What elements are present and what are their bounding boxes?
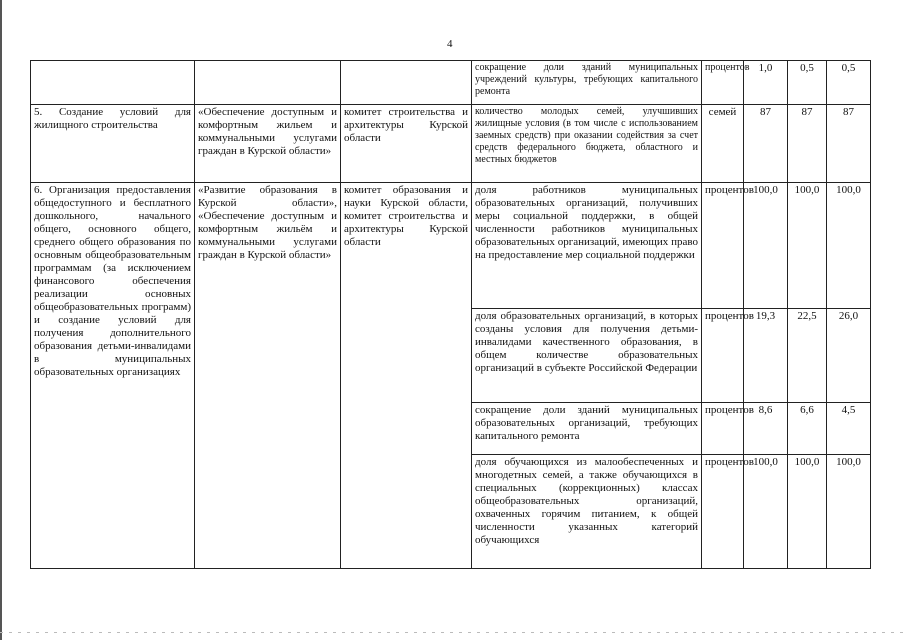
value-cell: 1,0: [744, 61, 788, 105]
indicator-cell: сокращение доли зданий муниципальных учреждений культуры, требующих капитального ремонта: [472, 61, 702, 105]
page-edge-line: [0, 0, 2, 640]
value-cell: 100,0: [788, 183, 827, 309]
value-cell: 22,5: [788, 309, 827, 403]
unit-cell: процентов: [702, 61, 744, 105]
value-cell: 100,0: [744, 183, 788, 309]
executor-cell: комитет строительства и архитектуры Курской области: [341, 105, 472, 183]
program-cell: 5. Создание условий для жилищного строительства: [31, 105, 195, 183]
value-cell: 4,5: [827, 403, 871, 455]
indicator-cell: доля обучающихся из малообеспеченных и многодетных семей, а также обучающихся в специальных (коррекционных) классах общеобразовательных организаций, охваченных горячим питанием, к общей численности указанных категорий обучающихся: [472, 455, 702, 569]
unit-cell: процентов: [702, 403, 744, 455]
value-cell: 87: [744, 105, 788, 183]
unit-cell: процентов: [702, 183, 744, 309]
value-cell: 6,6: [788, 403, 827, 455]
unit-cell: процентов: [702, 309, 744, 403]
page-number: 4: [447, 38, 453, 50]
table-row: [31, 183, 871, 309]
value-cell: 100,0: [788, 455, 827, 569]
value-cell: 100,0: [827, 455, 871, 569]
value-cell: 19,3: [744, 309, 788, 403]
executor-cell: [341, 61, 472, 105]
value-cell: 0,5: [788, 61, 827, 105]
unit-cell: процентов: [702, 455, 744, 569]
value-cell: 26,0: [827, 309, 871, 403]
value-cell: 87: [788, 105, 827, 183]
value-cell: 87: [827, 105, 871, 183]
program-cell: [31, 61, 195, 105]
value-cell: 0,5: [827, 61, 871, 105]
state-program-cell: «Обеспечение доступным и комфортным жильем и коммунальными услугами граждан в Курской области»: [195, 105, 341, 183]
table-row: [31, 105, 871, 183]
executor-cell: комитет образования и науки Курской области, комитет строительства и архитектуры Курской области: [341, 183, 472, 569]
table-row: [31, 61, 871, 105]
indicators-table: [30, 60, 871, 569]
scan-noise-line: [0, 632, 905, 633]
indicator-cell: доля образовательных организаций, в которых созданы условия для получения детьми-инвалидами качественного образования, в общем количестве образовательных организаций в субъекте Российской Федерации: [472, 309, 702, 403]
value-cell: 8,6: [744, 403, 788, 455]
value-cell: 100,0: [744, 455, 788, 569]
state-program-cell: [195, 61, 341, 105]
unit-cell: семей: [702, 105, 744, 183]
value-cell: 100,0: [827, 183, 871, 309]
indicator-cell: количество молодых семей, улучшивших жилищные условия (в том числе с использованием заемных средств) при оказании содействия за счет средств федерального бюджета, областного и местных бюджетов: [472, 105, 702, 183]
state-program-cell: «Развитие образования в Курской области», «Обеспечение доступным и комфортным жильём и коммунальными услугами граждан в Курской области»: [195, 183, 341, 569]
program-cell: 6. Организация предоставления общедоступного и бесплатного дошкольного, начального общего, основного общего, среднего общего образования по основным общеобразовательным программам (за исключением финансового обеспечения реализации основных общеобразовательных программ) и создание условий для получения дополнительного образования детьми-инвалидами в муниципальных образовательных организациях: [31, 183, 195, 569]
indicator-cell: сокращение доли зданий муниципальных образовательных организаций, требующих капитального ремонта: [472, 403, 702, 455]
indicator-cell: доля работников муниципальных образовательных организаций, получивших меры социальной поддержки, в общей численности работников муниципальных образовательных организаций, имеющих право на предоставление мер социальной поддержки: [472, 183, 702, 309]
